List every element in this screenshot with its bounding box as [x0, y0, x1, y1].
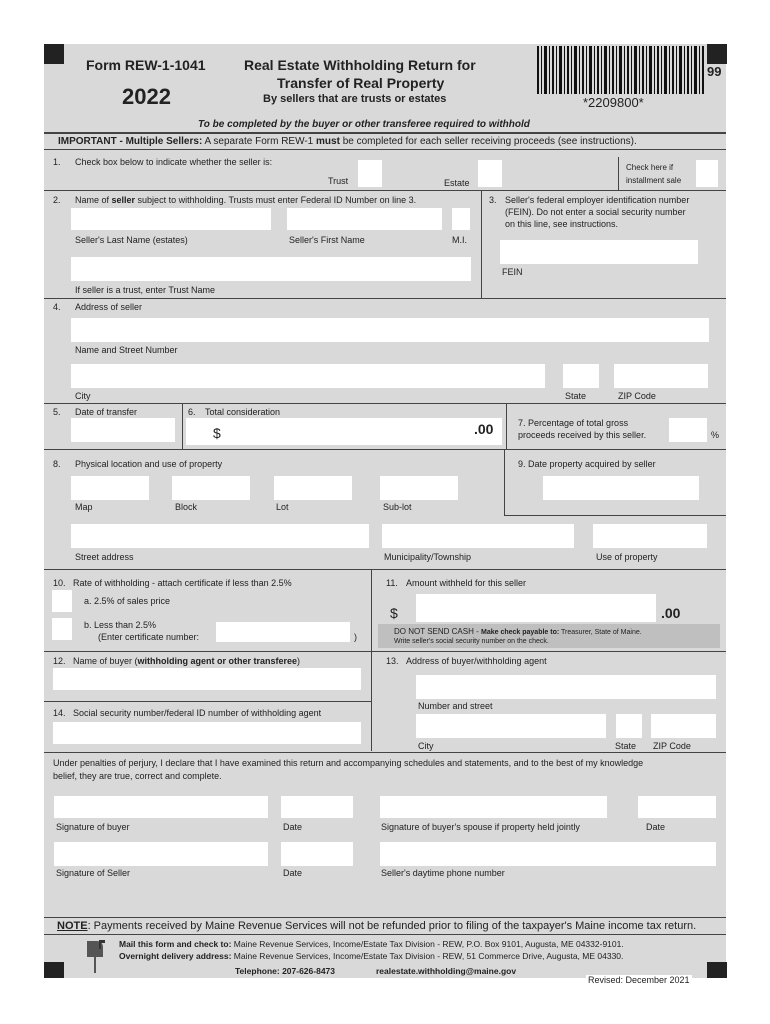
line7-label-1: 7. Percentage of total gross	[518, 418, 629, 428]
revised-date: Revised: December 2021	[588, 975, 690, 985]
rule	[44, 701, 371, 702]
cash-notice-a: DO NOT SEND CASH -	[394, 627, 481, 636]
buyer-signature-label: Signature of buyer	[56, 822, 130, 832]
spouse-date-input[interactable]	[638, 796, 716, 818]
street-address-label: Street address	[75, 552, 134, 562]
buyer-name-input[interactable]	[53, 668, 361, 690]
municipality-input[interactable]	[382, 524, 574, 548]
line5-label: Date of transfer	[75, 407, 138, 417]
total-consideration-cents: .00	[474, 421, 494, 437]
mail-address	[119, 939, 624, 949]
seller-name-street-input[interactable]	[71, 318, 709, 342]
line14-number: 14.	[53, 708, 66, 718]
seller-first-name-input[interactable]	[287, 208, 442, 230]
amount-withheld-dollar: $	[390, 605, 398, 621]
line10-label: Rate of withholding - attach certificate if less than 2.5%	[73, 578, 292, 588]
line2-label-seller: seller	[111, 195, 136, 205]
line1-label: Check box below to indicate whether the seller is:	[75, 157, 273, 167]
seller-first-name-label: Seller's First Name	[289, 235, 365, 245]
seller-signature-label: Signature of Seller	[56, 868, 131, 878]
instruction-text: To be completed by the buyer or other transferee required to withhold	[198, 119, 530, 130]
rule	[44, 132, 726, 134]
rule	[44, 917, 726, 918]
rule	[44, 149, 726, 150]
seller-zip-input[interactable]	[614, 364, 708, 388]
seller-date-label: Date	[283, 868, 303, 878]
line8-label: Physical location and use of property	[75, 459, 223, 469]
seller-mi-label: M.I.	[452, 235, 467, 245]
date-acquired-input[interactable]	[543, 476, 699, 500]
important-must: must	[316, 136, 340, 147]
cash-notice	[394, 627, 642, 636]
municipality-label: Municipality/Township	[384, 552, 472, 562]
telephone: Telephone: 207-626-8473	[235, 966, 335, 976]
rate-b-cert-label: (Enter certificate number:	[98, 632, 200, 642]
page-code: 99	[707, 64, 722, 79]
line12-label-a: Name of buyer (	[73, 656, 138, 666]
overnight-label: Overnight delivery address:	[119, 951, 232, 961]
form-id: Form REW-1-1041	[86, 57, 206, 73]
trust-name-input[interactable]	[71, 257, 471, 281]
line3-label-3: on this line, see instructions.	[505, 219, 619, 229]
line6-label: Total consideration	[205, 407, 281, 417]
buyer-date-label: Date	[283, 822, 303, 832]
important-note	[58, 136, 637, 147]
map-label: Map	[75, 502, 93, 512]
seller-phone-input[interactable]	[380, 842, 716, 866]
amount-withheld-input[interactable]	[416, 594, 656, 622]
overnight-address	[119, 951, 623, 961]
rule	[44, 298, 726, 299]
rule	[618, 157, 619, 190]
name-street-label: Name and Street Number	[75, 345, 178, 355]
line8-number: 8.	[53, 459, 61, 469]
spouse-date-label: Date	[646, 822, 666, 832]
registration-mark-bottom-left	[44, 962, 64, 978]
cash-notice-line2: Write seller's social security number on the check.	[394, 638, 549, 645]
buyer-street-input[interactable]	[416, 675, 716, 699]
line6-number: 6.	[188, 407, 196, 417]
line11-number: 11.	[386, 578, 398, 588]
installment-label-2: installment sale	[626, 176, 682, 185]
seller-zip-label: ZIP Code	[618, 391, 656, 401]
seller-phone-label: Seller's daytime phone number	[381, 868, 505, 878]
line10-number: 10.	[53, 578, 66, 588]
trust-checkbox[interactable]	[358, 160, 382, 187]
certificate-close-paren: )	[354, 632, 357, 642]
line1-number: 1.	[53, 157, 61, 167]
mail-text: Maine Revenue Services, Income/Estate Tax Division - REW, P.O. Box 9101, Augusta, ME 04332-9101.	[231, 939, 624, 949]
certificate-number-input[interactable]	[216, 622, 350, 642]
buyer-date-input[interactable]	[281, 796, 353, 818]
mailbox-icon	[84, 937, 106, 973]
line7-label-2: proceeds received by this seller.	[518, 430, 647, 440]
seller-mi-input[interactable]	[452, 208, 470, 230]
buyer-street-label: Number and street	[418, 701, 493, 711]
rule	[371, 569, 372, 751]
percentage-input[interactable]	[669, 418, 707, 442]
seller-last-name-input[interactable]	[71, 208, 271, 230]
rate-b-label: b. Less than 2.5%	[84, 620, 157, 630]
line2-label-a: Name of	[75, 195, 112, 205]
block-label: Block	[175, 502, 198, 512]
estate-label: Estate	[444, 178, 470, 188]
percentage-sign: %	[711, 430, 720, 440]
use-of-property-label: Use of property	[596, 552, 658, 562]
line12-label-b: withholding agent or other transferee	[137, 656, 298, 666]
important-mid: A separate Form REW-1	[202, 136, 317, 147]
total-consideration-dollar: $	[213, 425, 221, 441]
line3-label-2: (FEIN). Do not enter a social security number	[505, 207, 686, 217]
important-suffix: be completed for each seller receiving proceeds (see instructions).	[339, 136, 637, 147]
cash-notice-b: Make check payable to:	[480, 629, 560, 636]
cash-notice-c: Treasurer, State of Maine.	[559, 629, 642, 636]
lot-input[interactable]	[274, 476, 352, 500]
seller-city-label: City	[75, 391, 91, 401]
buyer-city-input[interactable]	[416, 714, 606, 738]
barcode-image	[537, 46, 705, 94]
line2-number: 2.	[53, 195, 61, 205]
form-year: 2022	[122, 84, 171, 109]
use-of-property-input[interactable]	[593, 524, 707, 548]
spouse-signature-input[interactable]	[380, 796, 607, 818]
buyer-signature-input[interactable]	[54, 796, 268, 818]
seller-state-label: State	[565, 391, 587, 401]
form-title-line1: Real Estate Withholding Return for	[244, 57, 476, 73]
line2-label-c: subject to withholding. Trusts must enter Federal ID Number on line 3.	[135, 195, 417, 205]
rule	[44, 569, 726, 570]
perjury-statement-1: Under penalties of perjury, I declare that I have examined this return and accompanying schedules and statements, and to the best of my knowledge	[53, 758, 644, 768]
estate-checkbox[interactable]	[478, 160, 502, 187]
seller-last-name-label: Seller's Last Name (estates)	[75, 235, 188, 245]
line3-number: 3.	[489, 195, 497, 205]
line2-label	[75, 195, 416, 205]
agent-id-input[interactable]	[53, 722, 361, 744]
form-title-line2: Transfer of Real Property	[277, 75, 445, 91]
seller-state-input[interactable]	[563, 364, 599, 388]
rule	[506, 403, 507, 449]
rule	[44, 449, 726, 450]
registration-mark-bottom-right	[707, 962, 727, 978]
seller-date-input[interactable]	[281, 842, 353, 866]
amount-withheld-cents: .00	[661, 605, 681, 621]
line4-label: Address of seller	[75, 302, 143, 312]
rule	[44, 934, 726, 935]
registration-mark-top-left	[44, 44, 64, 64]
line4-number: 4.	[53, 302, 61, 312]
line5-number: 5.	[53, 407, 61, 417]
sublot-label: Sub-lot	[383, 502, 412, 512]
rule	[504, 515, 726, 516]
map-input[interactable]	[71, 476, 149, 500]
rate-a-checkbox[interactable]	[52, 590, 72, 612]
seller-signature-input[interactable]	[54, 842, 268, 866]
barcode-number: *2209800*	[583, 95, 644, 110]
line9-label: 9. Date property acquired by seller	[518, 459, 656, 469]
buyer-state-label: State	[615, 741, 637, 751]
rule	[44, 651, 726, 652]
lot-label: Lot	[276, 502, 289, 512]
buyer-state-input[interactable]	[616, 714, 642, 738]
email-link[interactable]: realestate.withholding@maine.gov	[376, 966, 517, 976]
fein-input[interactable]	[500, 240, 698, 264]
total-consideration-input[interactable]	[186, 418, 502, 445]
perjury-statement-2: belief, they are true, correct and complete.	[53, 771, 222, 781]
rule	[44, 752, 726, 753]
sublot-input[interactable]	[380, 476, 458, 500]
line12-label	[73, 656, 300, 666]
line3-label-1: Seller's federal employer identification number	[505, 195, 690, 205]
rule	[481, 190, 482, 298]
rule	[504, 449, 505, 515]
buyer-zip-input[interactable]	[651, 714, 716, 738]
trust-label: Trust	[328, 176, 349, 186]
line13-number: 13.	[386, 656, 399, 666]
important-prefix: IMPORTANT - Multiple Sellers:	[58, 136, 203, 147]
installment-checkbox[interactable]	[696, 160, 718, 187]
date-of-transfer-input[interactable]	[71, 418, 175, 442]
mail-label: Mail this form and check to:	[119, 939, 232, 949]
overnight-text: Maine Revenue Services, Income/Estate Tax Division - REW, 51 Commerce Drive, Augusta, ME 04330.	[231, 951, 624, 961]
refund-note	[57, 920, 696, 932]
buyer-city-label: City	[418, 741, 434, 751]
line12-label-c: )	[297, 656, 301, 666]
installment-label-1: Check here if	[626, 163, 674, 172]
seller-city-input[interactable]	[71, 364, 545, 388]
line12-number: 12.	[53, 656, 66, 666]
buyer-zip-label: ZIP Code	[653, 741, 691, 751]
rule	[182, 403, 183, 449]
trust-name-label: If seller is a trust, enter Trust Name	[75, 285, 216, 295]
note-text: : Payments received by Maine Revenue Services will not be refunded prior to filing of the taxpayer's Maine income tax return.	[87, 920, 697, 932]
line11-label: Amount withheld for this seller	[406, 578, 527, 588]
rate-b-checkbox[interactable]	[52, 618, 72, 640]
block-input[interactable]	[172, 476, 250, 500]
rule	[44, 403, 726, 404]
line14-label: Social security number/federal ID number of withholding agent	[73, 708, 322, 718]
fein-label: FEIN	[502, 267, 523, 277]
line13-label: Address of buyer/withholding agent	[406, 656, 547, 666]
note-label: NOTE	[57, 920, 88, 932]
street-address-input[interactable]	[71, 524, 369, 548]
registration-mark-top-right	[707, 44, 727, 64]
rule	[44, 190, 726, 191]
rate-a-label: a. 2.5% of sales price	[84, 596, 171, 606]
form-subtitle: By sellers that are trusts or estates	[263, 93, 447, 105]
spouse-signature-label: Signature of buyer's spouse if property held jointly	[381, 822, 580, 832]
